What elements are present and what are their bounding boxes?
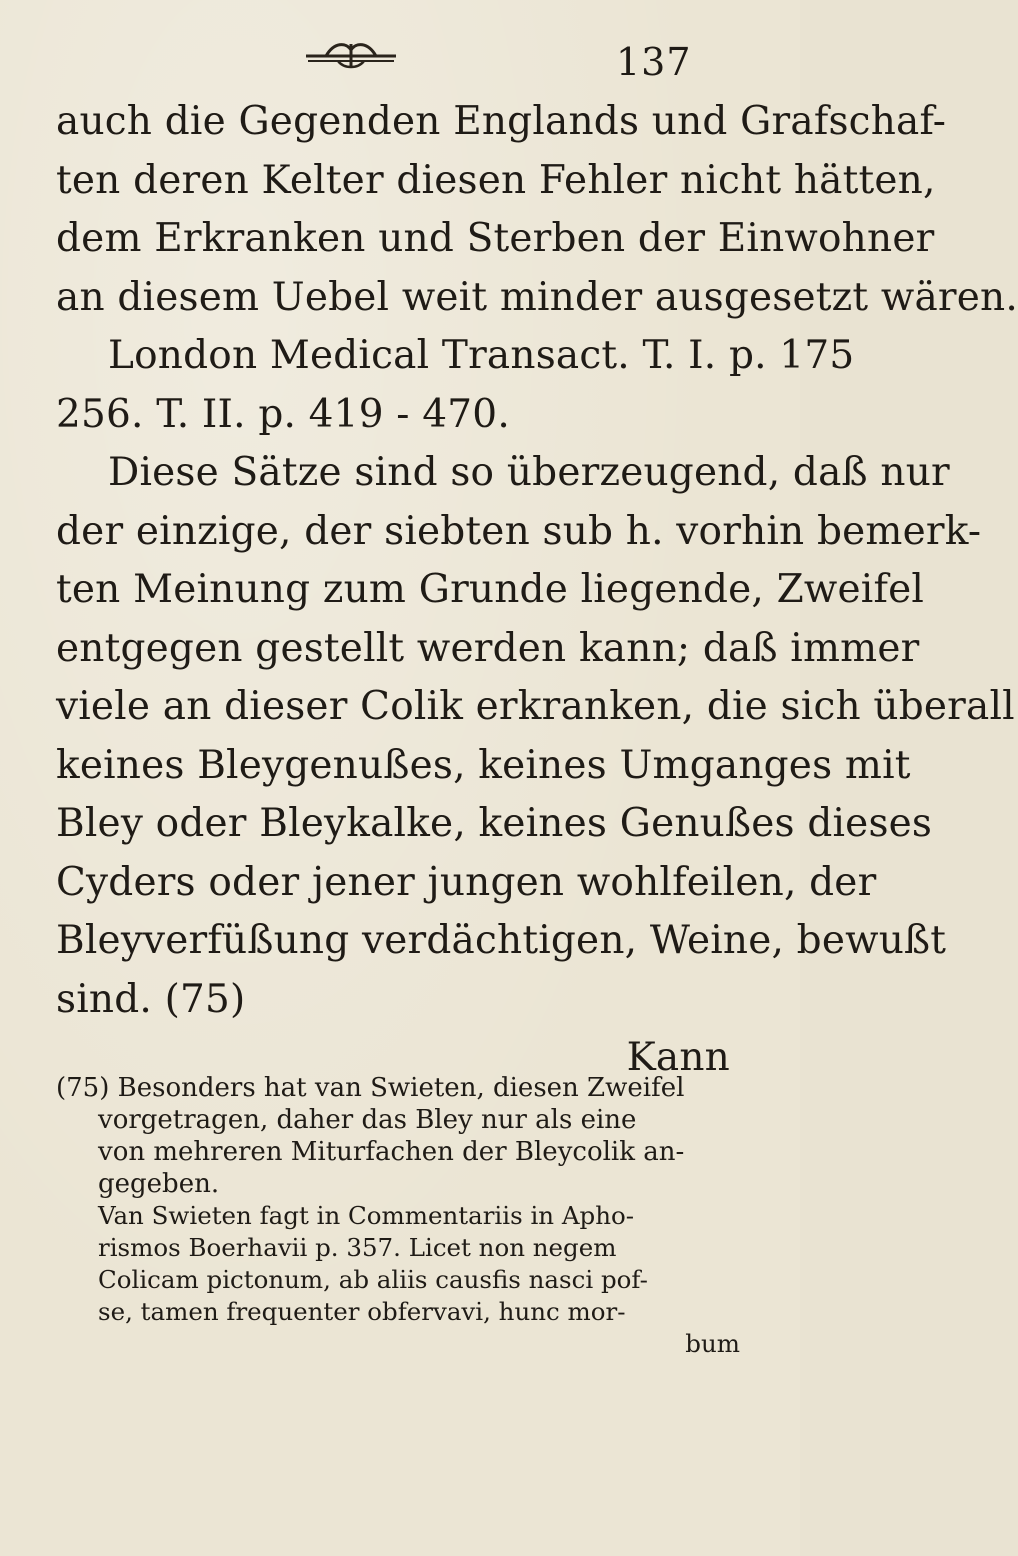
page-number: 137 xyxy=(616,40,692,84)
citation-line: 256. T. II. p. 419 - 470. xyxy=(56,391,510,437)
footnote-line: Colicam pictonum, ab aliis causfis nasci pof- xyxy=(98,1265,648,1294)
footnote-line: rismos Boerhavii p. 357. Licet non negem xyxy=(98,1233,617,1262)
text-line: der einzige, der siebten sub h. vorhin bemerk- xyxy=(56,508,982,554)
citation-line: London Medical Transact. T. I. p. 175 xyxy=(108,333,855,378)
footnote-line: se, tamen frequenter obfervavi, hunc mor- xyxy=(98,1297,626,1326)
text-line: Bley oder Bleykalke, keines Genußes dieses xyxy=(56,801,933,846)
footnote-line: (75) Besonders hat van Swieten, diesen Zweifel xyxy=(56,1073,685,1103)
footnote-line: Van Swieten fagt in Commentariis in Apho- xyxy=(98,1201,635,1230)
text-line: keines Bleygenußes, keines Umganges mit xyxy=(56,742,911,788)
text-line: dem Erkranken und Sterben der Einwohner xyxy=(56,216,935,261)
text-line: viele an dieser Colik erkranken, die sich überall xyxy=(56,684,1015,729)
footnote-line: gegeben. xyxy=(98,1169,220,1199)
text-line: Bleyverfüßung verdächtigen, Weine, bewußt xyxy=(56,918,947,963)
text-line: Diese Sätze sind so überzeugend, daß nur xyxy=(108,450,950,495)
main-text xyxy=(56,93,1018,1088)
text-line: ten deren Kelter diesen Fehler nicht hätten, xyxy=(56,157,936,203)
text-line: auch die Gegenden Englands und Grafschaf- xyxy=(56,99,947,144)
footnote-block xyxy=(56,1072,780,1360)
text-line: Cyders oder jener jungen wohlfeilen, der xyxy=(56,859,877,905)
text-line: ten Meinung zum Grunde liegende, Zweifel xyxy=(56,567,925,612)
ornament-icon xyxy=(296,38,406,72)
catchword: Kann xyxy=(626,1035,730,1080)
footnote-line: von mehreren Miturfachen der Bleycolik an- xyxy=(98,1137,685,1167)
text-line: an diesem Uebel weit minder ausgesetzt wären. xyxy=(56,274,1018,320)
text-line: entgegen gestellt werden kann; daß immer xyxy=(56,625,920,671)
text-line: sind. (75) xyxy=(56,976,246,1022)
footnote-line: vorgetragen, daher das Bley nur als eine xyxy=(98,1105,637,1135)
page-header xyxy=(0,38,800,88)
footnote-catchword: bum xyxy=(685,1329,740,1358)
